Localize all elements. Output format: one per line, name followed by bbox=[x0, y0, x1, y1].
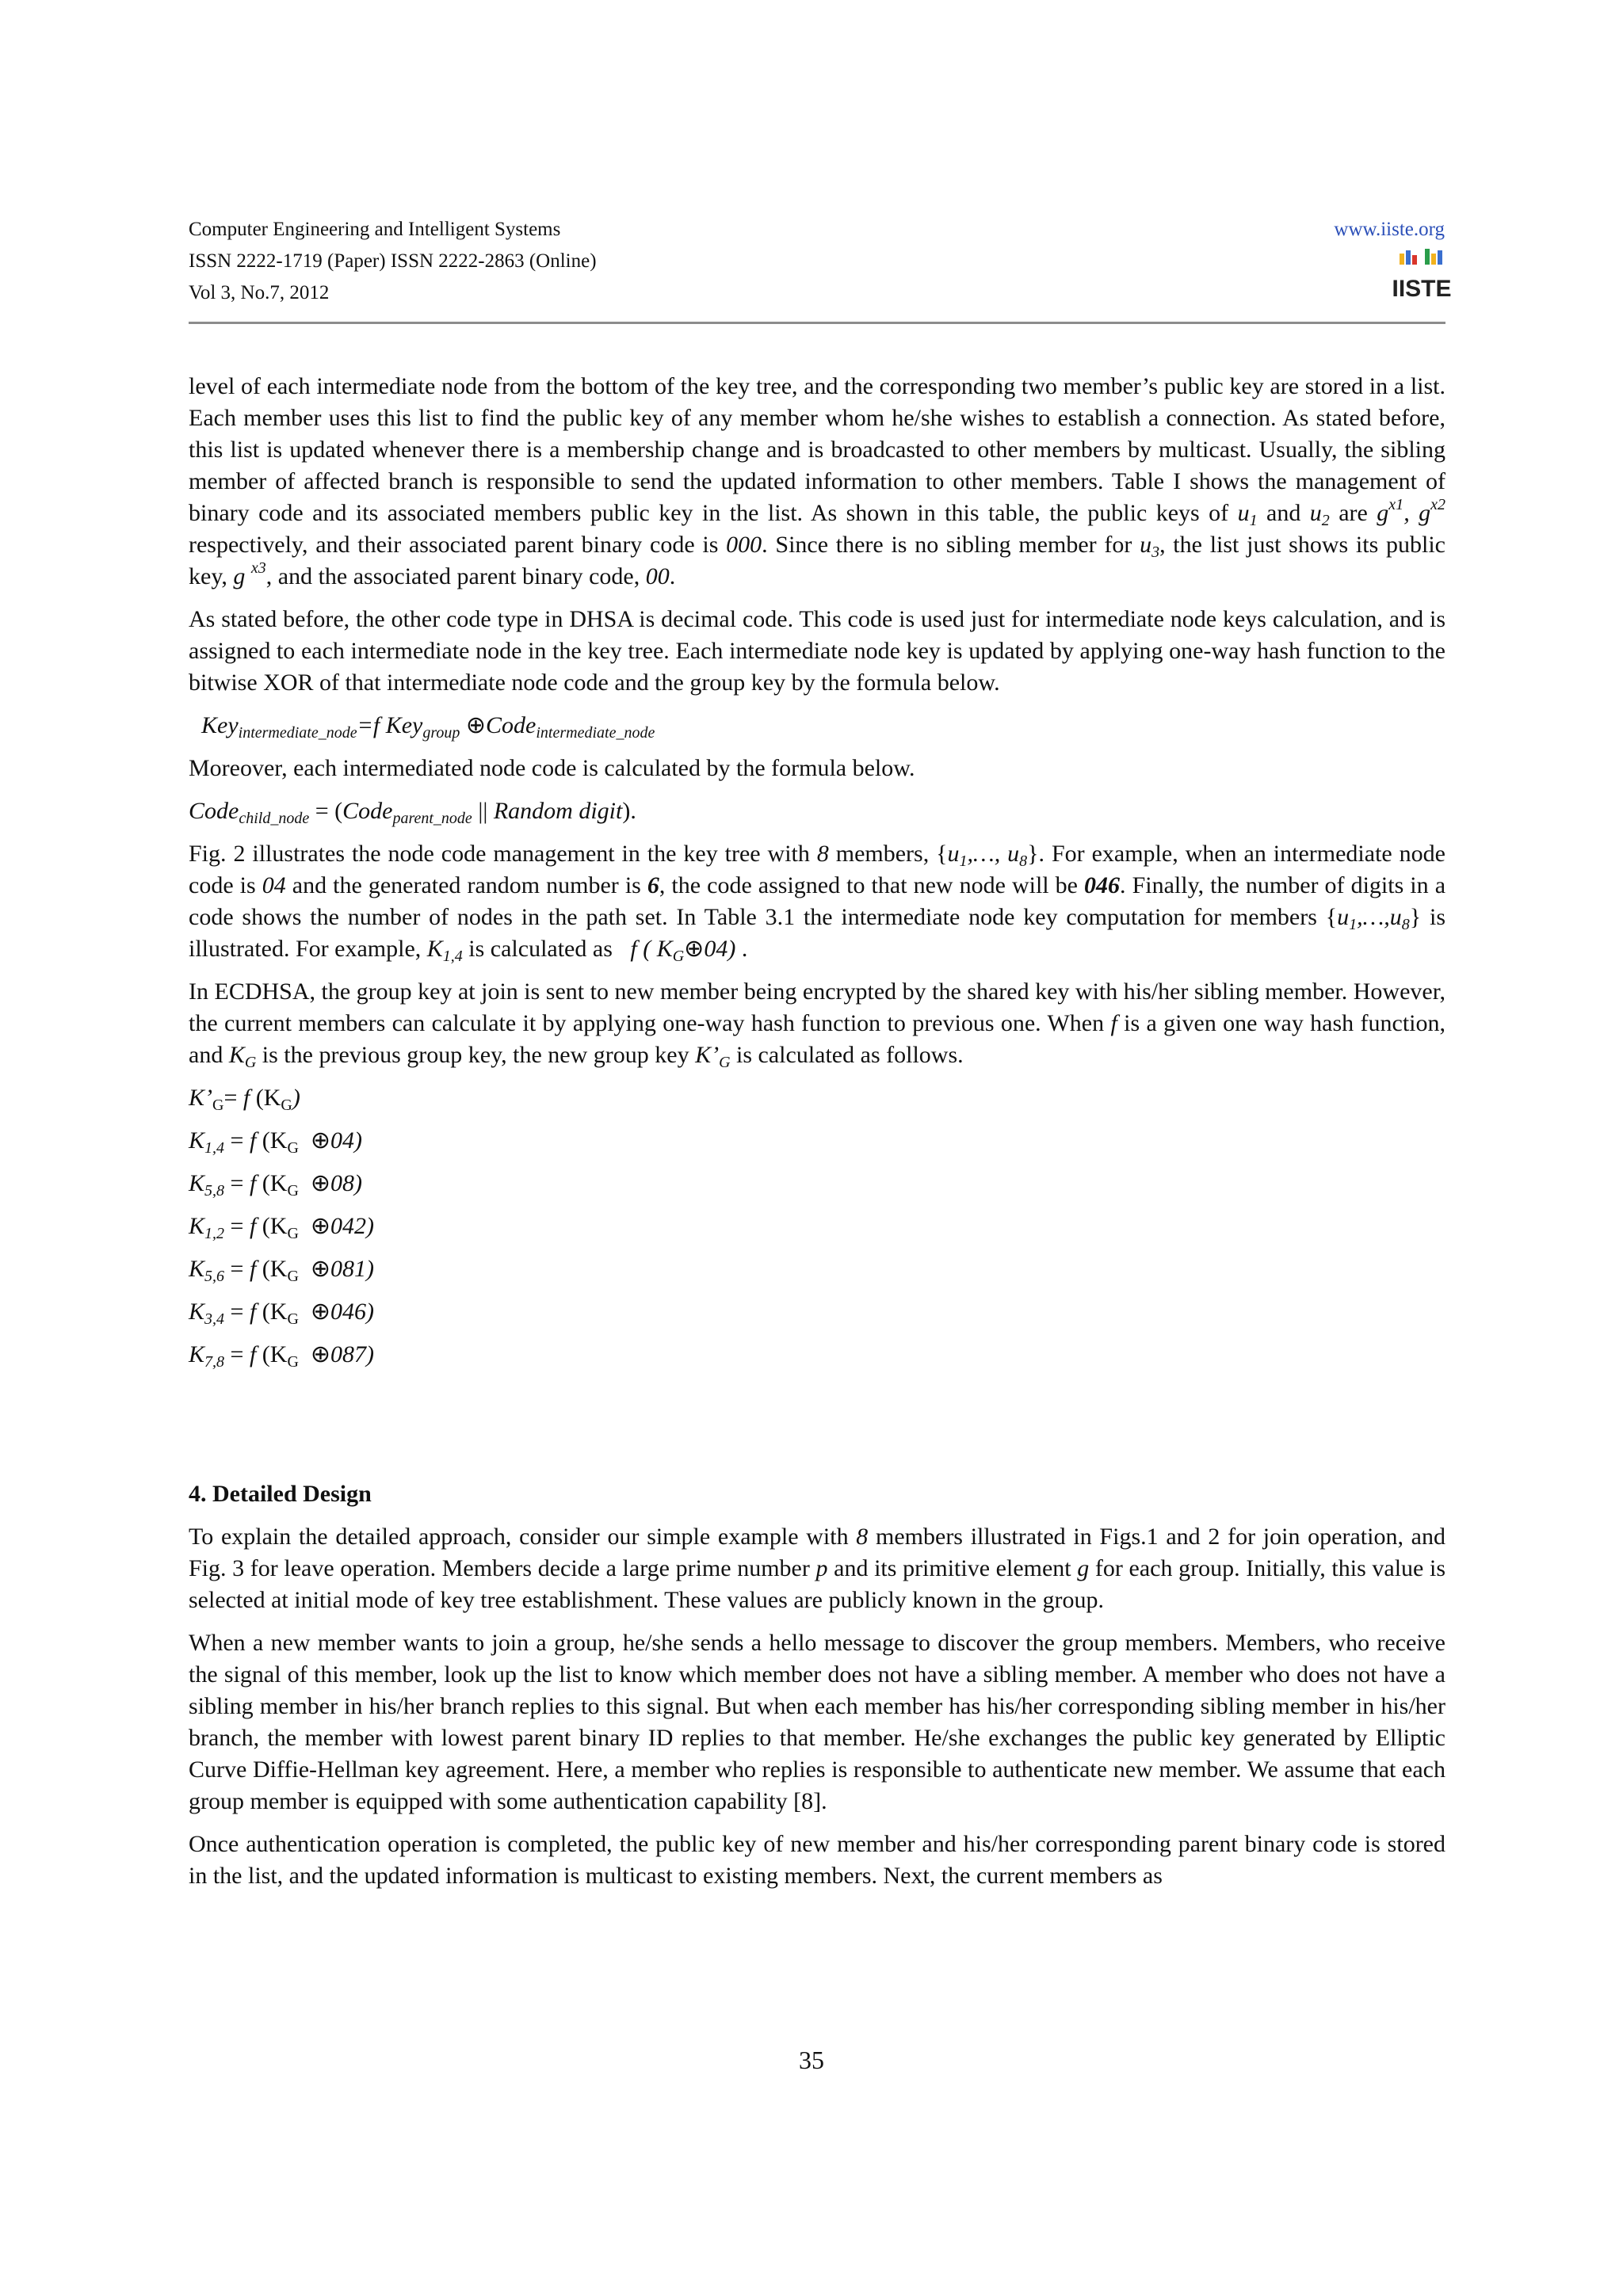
page-number: 35 bbox=[799, 2046, 824, 2074]
equation-row: $K_{3,4} = f$ ($K_G$ ⊕046) bbox=[189, 1298, 375, 1328]
paragraph-join-procedure: When a new member wants to join a group, he/she sends a hello message to discover the group members. Members, who receive the signal of this member, look up the list to know which member does not have a sibling member. A member who does not have a sibling member in his/her branch replies to this signal. But when each member has his/her corresponding sibling member in his/her branch, the member with lowest parent binary ID replies to that member. He/she exchanges the public key generated by Elliptic Curve Diffie-Hellman key agreement. Here, a member who replies is responsible to authenticate new member. We assume that each group member is equipped with some authentication capability [8]. bbox=[189, 1630, 1445, 1814]
formula-child-node-code: Code$_{child\_node}$ = (Code$_{parent\_node}$ || Random digit). bbox=[189, 798, 636, 827]
header-rule bbox=[189, 322, 1445, 324]
journal-title: Computer Engineering and Intelligent Systems bbox=[189, 219, 561, 240]
equation-row: $K’_G= f$ $(K_G)$ bbox=[189, 1085, 300, 1114]
paragraph-authentication: Once authentication operation is completed, the public key of new member and his/her corresponding parent binary code is stored in the list, and the updated information is multicast to existing members. Next, the current members as bbox=[189, 1831, 1445, 1889]
page-body bbox=[189, 371, 1445, 1903]
equation-row: $K_{1,4} = f$ ($K_G$ ⊕04) bbox=[189, 1127, 363, 1157]
equation-row: $K_{5,8} = f$ ($K_G$ ⊕08) bbox=[189, 1169, 363, 1199]
paragraph-node-code-example: Fig. 2 illustrates the node code management in the key tree with 8 members, {$u_1,\dots$, $u_8$}. For example, when an intermediate node code is 04 and the generated random number is 6, the code assigned to that new node will be 046. Finally, the number of digits in a code shows the number of nodes in the path set. In Table 3.1 the intermediate node key computation for members $\{u_1,\dots,u_8\}$ is illustrated. For example, $K_{1,4}$ is calculated as f ( $K_G\oplus 04$) . bbox=[189, 841, 1446, 965]
equation-row: $K_{1,2} = f$ ($K_G$ ⊕042) bbox=[189, 1212, 375, 1242]
journal-issn: ISSN 2222-1719 (Paper) ISSN 2222-2863 (Online) bbox=[189, 250, 597, 272]
section-heading: 4. Detailed Design bbox=[189, 1481, 372, 1507]
equation-row: $K_{5,6} = f$ ($K_G$ ⊕081) bbox=[189, 1255, 375, 1285]
iiste-logo-icon bbox=[1392, 247, 1452, 302]
paragraph-decimal-code: As stated before, the other code type in DHSA is decimal code. This code is used just for intermediate node keys calculation, and is assigned to each intermediate node in the key tree. Each intermediate node key is updated by applying one-way hash function to the bitwise XOR of that intermediate node code and the group key by the formula below. bbox=[189, 606, 1445, 696]
formula-intermediate-key: Key$_{intermediate\_node}$=f Key$_{group}$ ⊕Code$_{intermediate\_node}$ bbox=[201, 711, 655, 742]
paragraph-group-key: In ECDHSA, the group key at join is sent to new member being encrypted by the shared key with his/her sibling member. However, the current members can calculate it by applying one-way hash function to previous one. When f is a given one way hash function, and $K_G$ is the previous group key, the new group key $K’_G$ is calculated as follows. bbox=[189, 978, 1445, 1071]
journal-url-link[interactable]: www.iiste.org bbox=[1334, 219, 1445, 240]
paragraph-node-code-intro: Moreover, each intermediated node code is calculated by the formula below. bbox=[189, 755, 915, 781]
key-equation-list bbox=[189, 1082, 1445, 1371]
logo-text: IISTE bbox=[1392, 276, 1452, 302]
paragraph-list-management: level of each intermediate node from the bottom of the key tree, and the corresponding two member’s public key are stored in a list. Each member uses this list to find the public key of any member whom he/she wishes to establish a connection. As stated before, this list is updated whenever there is a membership change and is broadcasted to other members by multicast. Usually, the sibling member of affected branch is responsible to send the updated information to other members. Table I shows the management of binary code and its associated members public key in the list. As shown in this table, the public keys of $u_1$ and $u_2$ are $g^{x1}$, $g^{x2}$ respectively, and their associated parent binary code is 000. Since there is no sibling member for $u_3$, the list just shows its public key, g $^{x3}$, and the associated parent binary code, 00. bbox=[189, 373, 1446, 589]
paragraph-detailed-approach: To explain the detailed approach, consider our simple example with 8 members illustrated in Figs.1 and 2 for join operation, and Fig. 3 for leave operation. Members decide a large prime number p and its primitive element g for each group. Initially, this value is selected at initial mode of key tree establishment. These values are publicly known in the group. bbox=[189, 1524, 1445, 1613]
journal-header bbox=[189, 214, 597, 309]
journal-volume: Vol 3, No.7, 2012 bbox=[189, 282, 330, 303]
equation-row: $K_{7,8} = f$ ($K_G$ ⊕087) bbox=[189, 1341, 375, 1371]
